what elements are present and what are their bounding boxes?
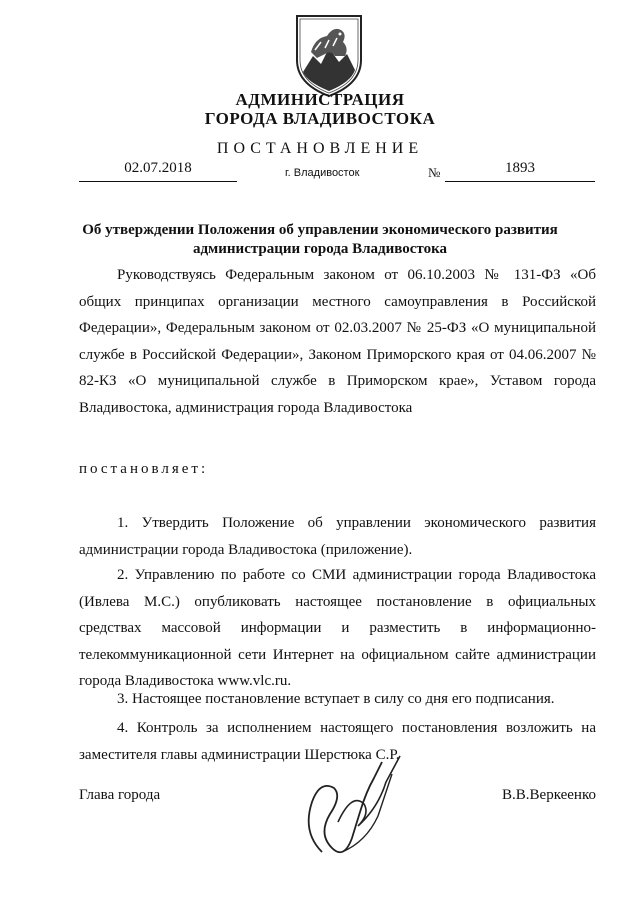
organization-name-line1: АДМИНИСТРАЦИЯ (235, 90, 405, 109)
document-date: 02.07.2018 (124, 160, 192, 176)
resolution-item-4: 4. Контроль за исполнением настоящего постановления возложить на заместителя главы администрации Шерстюка С.Р. (79, 720, 596, 763)
signatory-title: Глава города (79, 787, 161, 803)
handwritten-signature-icon (282, 752, 414, 872)
document-type: ПОСТАНОВЛЕНИЕ (216, 140, 424, 157)
document-subject: Об утверждении Положения об управлении экономического развития администрации города Владивостока (82, 222, 558, 257)
number-label: № (428, 165, 441, 180)
date-underline (79, 181, 237, 182)
number-underline (445, 181, 595, 182)
resolution-item-3: 3. Настоящее постановление вступает в силу со дня его подписания. (117, 691, 555, 707)
signatory-name: В.В.Веркеенко (502, 787, 596, 803)
document-city: г. Владивосток (285, 167, 360, 179)
preamble-paragraph: Руководствуясь Федеральным законом от 06.10.2003 № 131-ФЗ «Об общих принципах организации местного самоуправления в Российской Федерации», Федеральным законом от 02.03.2007 № 25-ФЗ «О муниципальной службе в Российской Федерации», Законом Приморского края от 04.06.2007 № 82-КЗ «О муниципальной службе в Приморском крае», Уставом города Владивостока, администрация города Владивостока (79, 267, 596, 416)
organization-name-line2: ГОРОДА ВЛАДИВОСТОКА (204, 109, 436, 128)
resolution-item-1: 1. Утвердить Положение об управлении экономического развития администрации города Владивостока (приложение). (79, 515, 596, 558)
resolves-heading: постановляет: (79, 461, 209, 477)
resolution-item-2: 2. Управлению по работе со СМИ администрации города Владивостока (Ивлева М.С.) опубликовать настоящее постановление в официальных средствах массовой информации и разместить в информационно-телекоммуникационной сети Интернет на официальном сайте администрации города Владивостока www.vlc.ru. (79, 567, 596, 689)
document-number: 1893 (505, 160, 535, 176)
vladivostok-tiger-emblem-icon (291, 12, 367, 98)
